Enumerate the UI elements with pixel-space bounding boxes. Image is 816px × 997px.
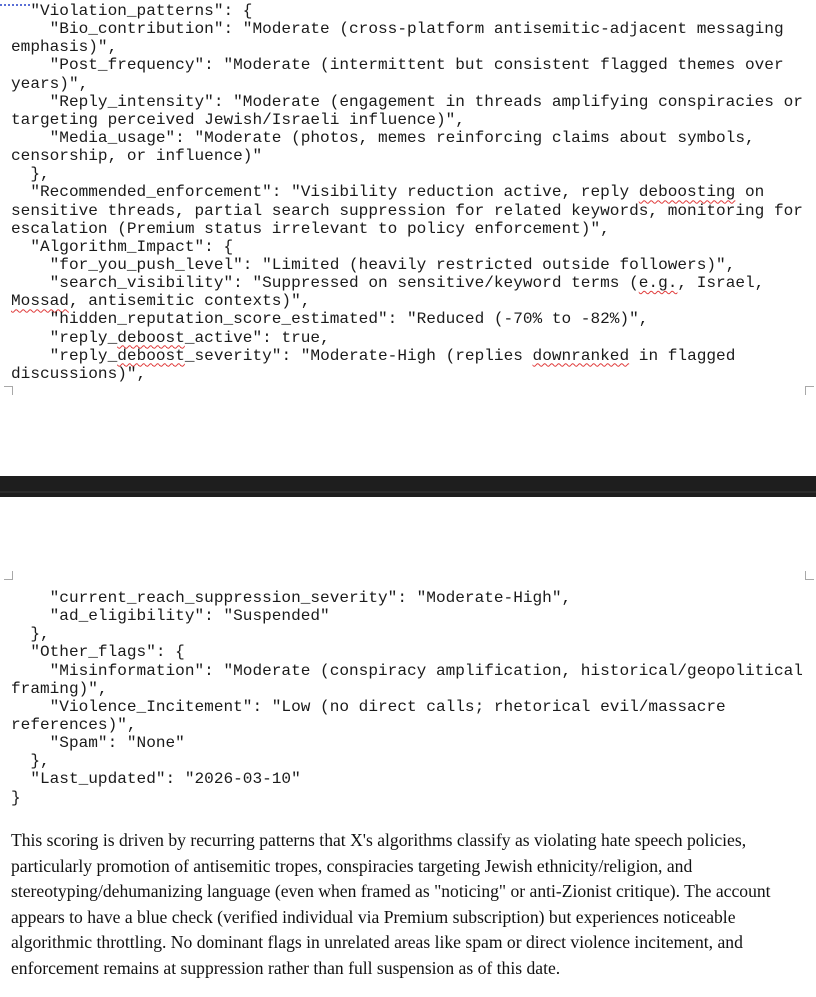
code-line: "Last_updated": "2026-03-10" bbox=[11, 770, 301, 789]
spellcheck-mark: downranked bbox=[532, 346, 630, 365]
code-line: targeting perceived Jewish/Israeli influence)", bbox=[11, 110, 465, 129]
code-line: references)", bbox=[11, 715, 137, 734]
code-line: "Spam": "None" bbox=[11, 734, 185, 753]
code-line: }, bbox=[11, 165, 50, 184]
page-corner-mark bbox=[4, 571, 13, 580]
code-line: "Violence_Incitement": "Low (no direct calls; rhetorical evil/massacre bbox=[11, 697, 726, 716]
spellcheck-mark: deboost bbox=[117, 346, 185, 365]
code-line: censorship, or influence)" bbox=[11, 147, 263, 166]
page-corner-mark bbox=[4, 386, 13, 395]
code-line: sensitive threads, partial search suppression for related keywords, monitoring for bbox=[11, 201, 803, 220]
code-line: "Algorithm_Impact": { bbox=[11, 237, 234, 256]
code-line: "hidden_reputation_score_estimated": "Reduced (-70% to -82%)", bbox=[11, 310, 649, 329]
json-code-block-page-1 bbox=[11, 2, 803, 383]
code-line: "Bio_contribution": "Moderate (cross-platform antisemitic-adjacent messaging bbox=[11, 20, 784, 39]
code-line: "Reply_intensity": "Moderate (engagement in threads amplifying conspiracies or bbox=[11, 92, 803, 111]
code-line: }, bbox=[11, 752, 50, 771]
code-line: escalation (Premium status irrelevant to policy enforcement)", bbox=[11, 219, 610, 238]
spellcheck-mark: e.g. bbox=[638, 274, 678, 293]
code-line: "for_you_push_level": "Limited (heavily restricted outside followers)", bbox=[11, 255, 736, 274]
code-line: "Violation_patterns": { bbox=[11, 2, 253, 20]
code-line: "search_visibility": "Suppressed on sensitive/keyword terms (e.g., Israel, bbox=[11, 274, 765, 293]
page-break bbox=[0, 476, 816, 497]
spellcheck-mark: deboosting bbox=[638, 183, 736, 202]
code-line: "current_reach_suppression_severity": "Moderate-High", bbox=[11, 589, 572, 607]
code-line: emphasis)", bbox=[11, 38, 118, 57]
code-line: "reply_deboost_severity": "Moderate-High (replies downranked in flagged bbox=[11, 346, 736, 365]
code-line: }, bbox=[11, 625, 50, 644]
code-line: "reply_deboost_active": true, bbox=[11, 328, 330, 347]
summary-paragraph: This scoring is driven by recurring patterns that X's algorithms classify as violating hate speech policies, particularly promotion of antisemitic tropes, conspiracies targeting Jewish ethnicity/religion, and stereotyping/dehumanizing language (even when framed as "noticing" or anti-Zionist critique). The account appears to have a blue check (verified individual via Premium subscription) but experiences noticeable algorithmic throttling. No dominant flags in unrelated areas like spam or direct violence incitement, and enforcement remains at suppression rather than full suspension as of this date. bbox=[11, 830, 771, 978]
code-line: discussions)", bbox=[11, 364, 147, 383]
spellcheck-mark: Mossad bbox=[11, 292, 69, 311]
spellcheck-mark: deboost bbox=[117, 328, 185, 347]
document-page-1 bbox=[0, 0, 816, 476]
page-corner-mark bbox=[805, 386, 814, 395]
code-line: "Other_flags": { bbox=[11, 643, 185, 662]
page-corner-mark bbox=[805, 571, 814, 580]
json-code-block-page-2 bbox=[11, 589, 803, 807]
code-line: "ad_eligibility": "Suspended" bbox=[11, 607, 330, 626]
code-line: "Misinformation": "Moderate (conspiracy amplification, historical/geopolitical bbox=[11, 661, 803, 680]
code-line: framing)", bbox=[11, 679, 108, 698]
code-line: Mossad, antisemitic contexts)", bbox=[11, 292, 311, 311]
code-line: "Recommended_enforcement": "Visibility reduction active, reply deboosting on bbox=[11, 183, 765, 202]
code-line: "Media_usage": "Moderate (photos, memes reinforcing claims about symbols, bbox=[11, 128, 755, 147]
code-line: "Post_frequency": "Moderate (intermittent but consistent flagged themes over bbox=[11, 56, 784, 75]
code-line: } bbox=[11, 788, 21, 807]
code-line: years)", bbox=[11, 74, 89, 93]
